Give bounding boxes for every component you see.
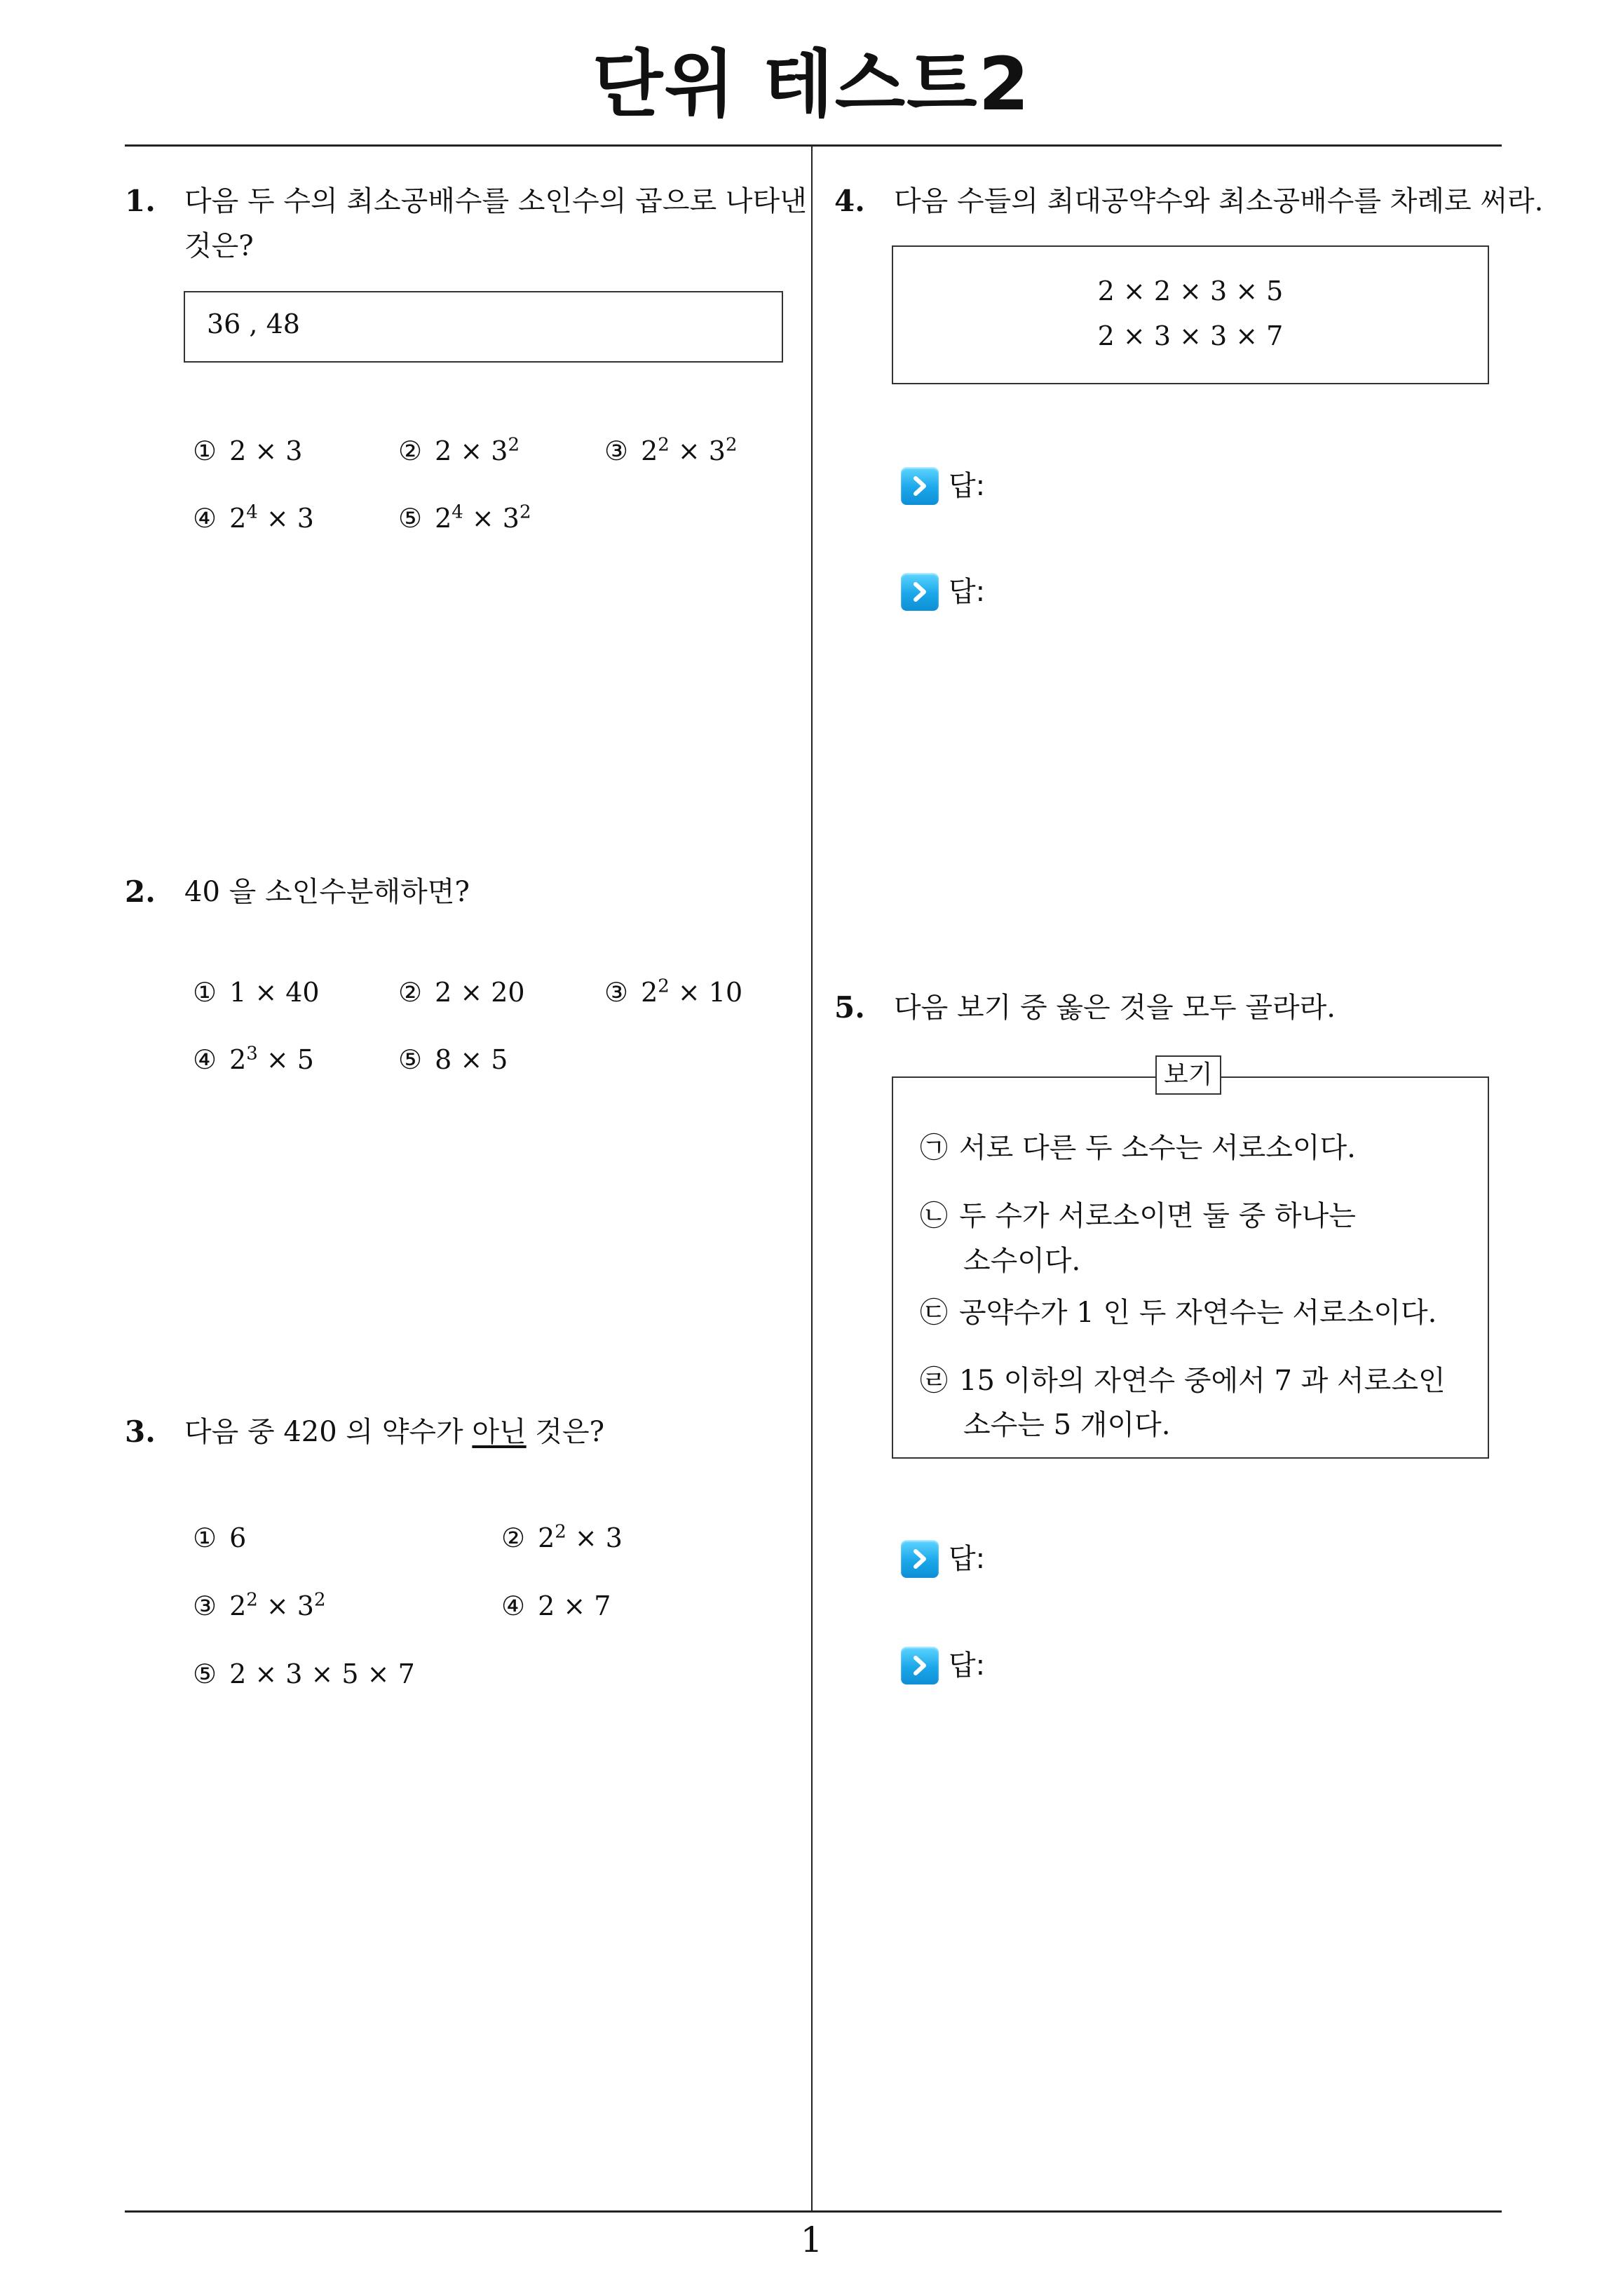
bogi-item-1 [920, 1126, 1356, 1170]
bogi-text: 서로 다른 두 소수는 서로소이다. [959, 1132, 1356, 1164]
choice-text: × 3 [257, 503, 314, 534]
question-text-line2: 것은? [184, 230, 254, 262]
bogi-text: 15 이하의 자연수 중에서 7 과 서로소인 [959, 1365, 1446, 1397]
bogi-label: 보기 [1155, 1055, 1221, 1095]
bogi-item-4 [920, 1358, 1446, 1403]
choice-mark: ② [501, 1522, 526, 1553]
question-text: 다음 보기 중 옳은 것을 모두 골라라. [894, 992, 1336, 1024]
choice-mark: ③ [604, 977, 629, 1008]
base: 2 [229, 1044, 247, 1075]
choice-text: × 3 [669, 435, 726, 466]
base: 2 [538, 1522, 555, 1553]
exponent: 4 [451, 501, 463, 523]
choice-2[interactable] [398, 433, 520, 468]
bogi-mark: ㉡ [920, 1200, 948, 1232]
page-number: 1 [800, 2220, 823, 2260]
answer-label: 답: [949, 470, 986, 502]
choice-4[interactable] [193, 501, 314, 536]
choice-text: × 10 [669, 977, 743, 1008]
bogi-mark: ㉢ [920, 1297, 948, 1329]
exponent: 3 [246, 1043, 258, 1065]
base: 2 [641, 435, 658, 466]
exponent: 2 [508, 434, 520, 456]
choice-2[interactable] [398, 975, 525, 1010]
answer-field-4[interactable] [901, 1646, 985, 1685]
question-number: 4. [834, 184, 865, 218]
question-5 [834, 985, 1605, 1034]
choice-text: 2 × 7 [538, 1591, 611, 1621]
chevron-right-icon [901, 1647, 939, 1684]
choice-text: 1 × 40 [229, 977, 320, 1008]
exponent: 2 [555, 1521, 566, 1543]
question-number: 2. [125, 874, 156, 909]
choice-5[interactable] [398, 1042, 508, 1077]
chevron-right-icon [901, 573, 939, 611]
answer-field-1[interactable] [901, 466, 985, 506]
question-text-line1: 다음 두 수의 최소공배수를 소인수의 곱으로 나타낸 [184, 185, 807, 217]
question-text-after: 것은? [526, 1416, 605, 1448]
choice-mark: ③ [604, 435, 629, 466]
bogi-text: 두 수가 서로소이면 둘 중 하나는 [959, 1200, 1356, 1232]
choice-text: × 5 [257, 1044, 314, 1075]
bogi-item-3 [920, 1290, 1437, 1335]
chevron-right-icon [901, 1540, 939, 1578]
choice-mark: ① [193, 977, 217, 1008]
choice-mark: ① [193, 435, 217, 466]
question-number: 1. [125, 184, 156, 218]
choice-4[interactable] [501, 1588, 611, 1623]
question-text: 다음 수들의 최대공약수와 최소공배수를 차례로 써라. [894, 185, 1544, 217]
bogi-item-4-cont: 소수는 5 개이다. [963, 1409, 1171, 1441]
choice-mark: ② [398, 435, 423, 466]
base: 2 [641, 977, 658, 1008]
choice-2[interactable] [501, 1520, 623, 1555]
top-rule [125, 144, 1502, 147]
given-product-1: 2 × 2 × 3 × 5 [1097, 276, 1284, 306]
question-number: 3. [125, 1414, 156, 1449]
question-4 [834, 179, 1605, 228]
page-title: 단위 테스트2 [592, 41, 1031, 127]
choice-text: × 3 [257, 1591, 314, 1621]
given-numbers: 36 , 48 [207, 309, 300, 339]
choice-text: × 3 [463, 503, 520, 534]
answer-field-3[interactable] [901, 1539, 985, 1579]
exponent: 2 [658, 975, 670, 997]
exponent: 2 [314, 1589, 326, 1611]
exponent: 2 [658, 434, 670, 456]
given-products-box [892, 245, 1489, 384]
choice-3[interactable] [604, 975, 742, 1010]
base: 2 [435, 503, 452, 534]
choice-5[interactable] [398, 501, 531, 536]
choice-mark: ⑤ [398, 1044, 423, 1075]
choice-mark: ④ [501, 1591, 526, 1621]
bogi-item-2-cont: 소수이다. [963, 1245, 1081, 1277]
question-text: 40 을 소인수분해하면? [184, 876, 470, 908]
choice-text: 2 × 3 [435, 435, 508, 466]
choice-text: 8 × 5 [435, 1044, 508, 1075]
question-1 [125, 179, 812, 270]
bogi-text: 공약수가 1 인 두 자연수는 서로소이다. [959, 1297, 1437, 1329]
exponent: 2 [726, 434, 738, 456]
choice-mark: ④ [193, 503, 217, 534]
choice-text: 6 [229, 1522, 247, 1553]
question-text-underlined: 아닌 [472, 1416, 527, 1448]
choice-3[interactable] [193, 1588, 326, 1623]
answer-label: 답: [949, 1649, 986, 1682]
exponent: 2 [520, 501, 531, 523]
question-2 [125, 870, 812, 919]
choice-mark: ④ [193, 1044, 217, 1075]
choice-text: × 3 [566, 1522, 623, 1553]
choice-mark: ⑤ [193, 1659, 217, 1689]
choice-mark: ③ [193, 1591, 217, 1621]
answer-label: 답: [949, 576, 986, 608]
exponent: 2 [246, 1589, 258, 1611]
answer-label: 답: [949, 1543, 986, 1575]
bogi-item-2 [920, 1194, 1356, 1238]
choice-1[interactable] [193, 975, 320, 1010]
choice-mark: ① [193, 1522, 217, 1553]
choice-4[interactable] [193, 1042, 314, 1077]
chevron-right-icon [901, 467, 939, 505]
choice-mark: ② [398, 977, 423, 1008]
choice-text: 2 × 20 [435, 977, 525, 1008]
base: 2 [229, 1591, 247, 1621]
bogi-mark: ㉠ [920, 1132, 948, 1164]
choice-text: 2 × 3 × 5 × 7 [229, 1659, 415, 1689]
choice-1[interactable] [193, 1520, 246, 1555]
choice-mark: ⑤ [398, 503, 423, 534]
answer-field-2[interactable] [901, 572, 985, 612]
question-3 [125, 1410, 812, 1459]
bogi-mark: ㉣ [920, 1365, 948, 1397]
choice-1[interactable] [193, 433, 302, 468]
question-text-before: 다음 중 420 의 약수가 [184, 1416, 473, 1448]
question-text [184, 1410, 604, 1454]
base: 2 [229, 503, 247, 534]
choice-5[interactable] [193, 1656, 415, 1691]
column-divider [811, 144, 813, 2212]
given-product-2: 2 × 3 × 3 × 7 [1097, 320, 1284, 351]
bottom-rule [125, 2210, 1502, 2213]
question-number: 5. [834, 990, 865, 1025]
choice-text: 2 × 3 [229, 435, 303, 466]
exponent: 4 [246, 501, 258, 523]
choice-3[interactable] [604, 433, 738, 468]
